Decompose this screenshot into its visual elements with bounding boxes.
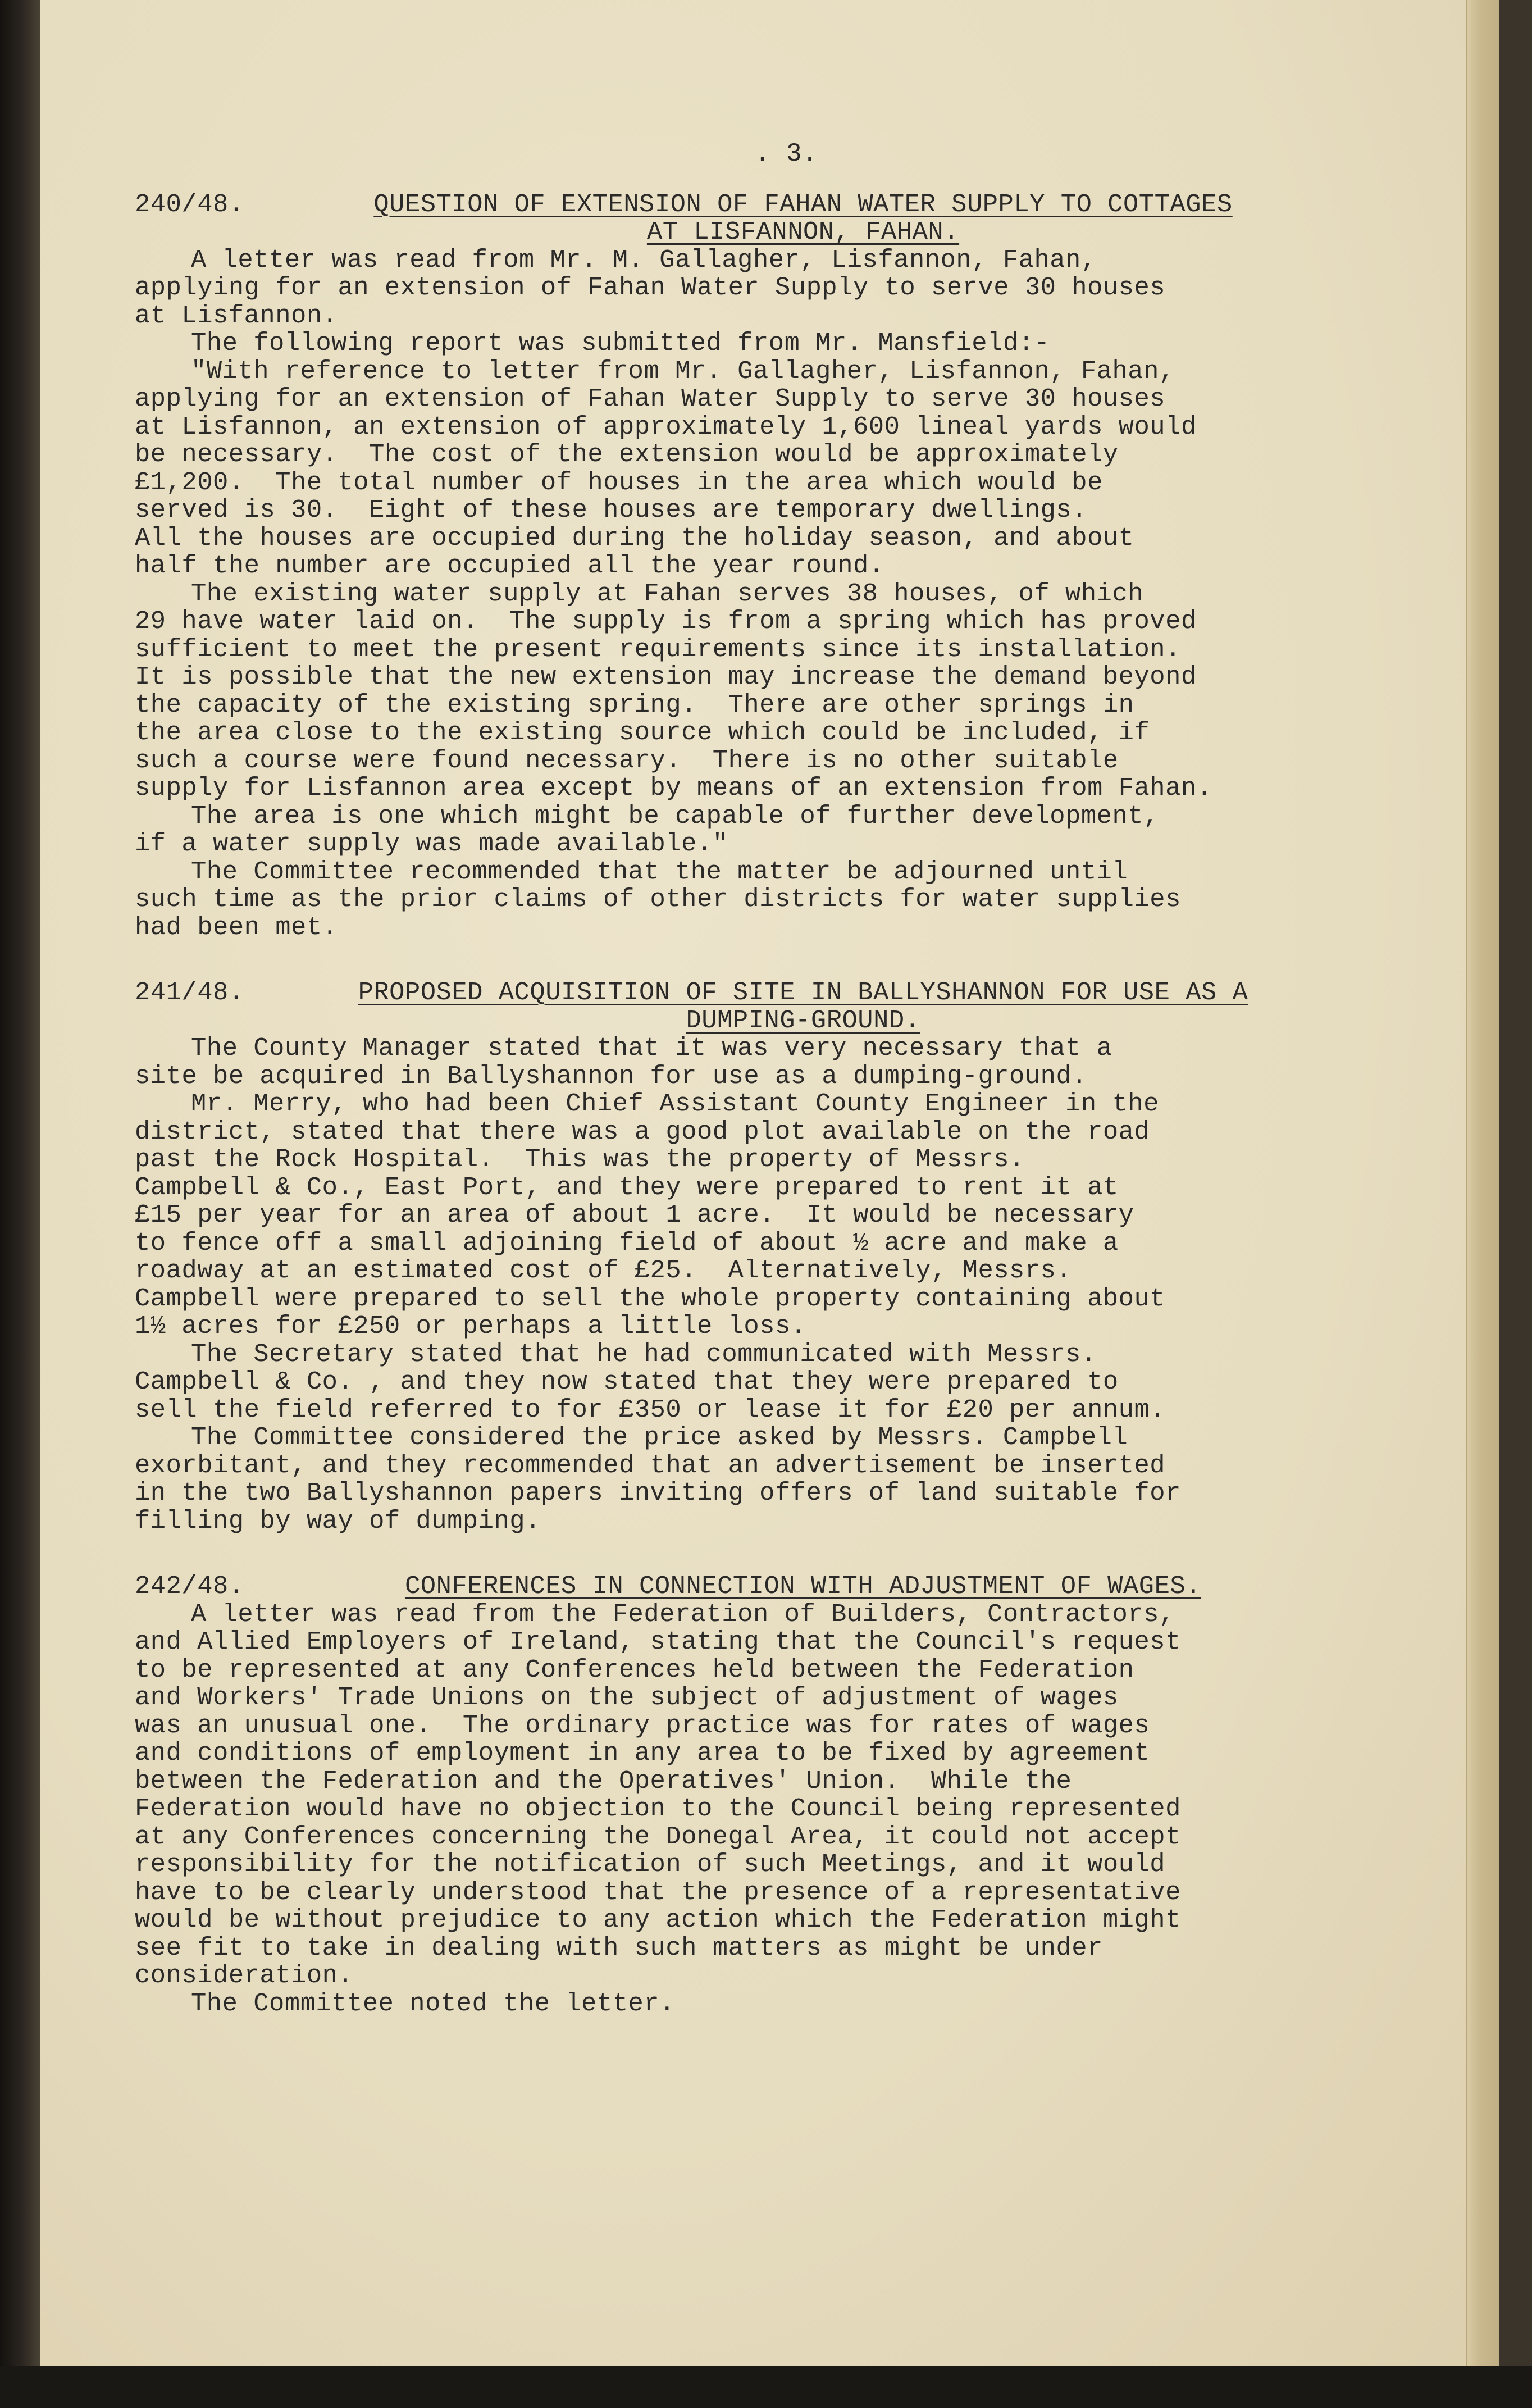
item-heading — [135, 979, 1460, 1035]
body-line: be necessary. The cost of the extension would be approximately — [135, 440, 1119, 469]
page-number: . 3. — [754, 139, 818, 169]
body-line: the area close to the existing source which could be included, if — [135, 718, 1150, 747]
body-line: Federation would have no objection to the Council being represented — [135, 1794, 1181, 1823]
item-body — [135, 1035, 1460, 1535]
body-line: All the houses are occupied during the holiday season, and about — [135, 523, 1134, 553]
body-line: and conditions of employment in any area to be fixed by agreement — [135, 1738, 1150, 1768]
scan-background-bottom — [0, 2366, 1532, 2408]
body-line: The existing water supply at Fahan serves 38 houses, of which — [191, 579, 1144, 608]
body-line: responsibility for the notification of such Meetings, and it would — [135, 1850, 1166, 1879]
item-number: 241/48. — [135, 978, 244, 1007]
body-line: roadway at an estimated cost of £25. Alternatively, Messrs. — [135, 1256, 1072, 1285]
item-title: QUESTION OF EXTENSION OF FAHAN WATER SUPPLY TO COTTAGES AT LISFANNON, FAHAN. — [373, 189, 1233, 247]
body-line: such time as the prior claims of other districts for water supplies — [135, 885, 1181, 914]
body-line: "With reference to letter from Mr. Gallagher, Lisfannon, Fahan, — [191, 356, 1175, 386]
body-line: past the Rock Hospital. This was the property of Messrs. — [135, 1145, 1025, 1174]
body-line: supply for Lisfannon area except by means of an extension from Fahan. — [135, 773, 1212, 803]
document-text — [135, 140, 1460, 2055]
body-line: site be acquired in Ballyshannon for use as a dumping-ground. — [135, 1061, 1088, 1091]
body-line: and Workers' Trade Unions on the subject of adjustment of wages — [135, 1683, 1119, 1712]
body-line: £15 per year for an area of about 1 acre. It would be necessary — [135, 1200, 1134, 1230]
body-line: applying for an extension of Fahan Water Supply to serve 30 houses — [135, 384, 1166, 413]
body-line: Campbell & Co., East Port, and they were prepared to rent it at — [135, 1172, 1119, 1202]
item-body — [135, 1601, 1460, 2018]
body-line: sufficient to meet the present requirements since its installation. — [135, 634, 1181, 664]
body-line: The Committee recommended that the matter be adjourned until — [191, 857, 1128, 886]
body-line: The Committee noted the letter. — [191, 1988, 675, 2018]
body-line: between the Federation and the Operatives' Union. While the — [135, 1766, 1072, 1796]
body-line: A letter was read from the Federation of Builders, Contractors, — [191, 1599, 1175, 1629]
body-line: to fence off a small adjoining field of about ½ acre and make a — [135, 1228, 1119, 1258]
body-line: 1½ acres for £250 or perhaps a little loss. — [135, 1312, 806, 1341]
body-line: served is 30. Eight of these houses are temporary dwellings. — [135, 495, 1088, 525]
item-number: 240/48. — [135, 189, 244, 219]
minute-item-242 — [135, 1573, 1460, 2018]
body-line: A letter was read from Mr. M. Gallagher, Lisfannon, Fahan, — [191, 245, 1097, 275]
body-line: have to be clearly understood that the presence of a representative — [135, 1877, 1181, 1907]
body-line: and Allied Employers of Ireland, stating that the Council's request — [135, 1627, 1181, 1656]
body-line: would be without prejudice to any action which the Federation might — [135, 1905, 1181, 1934]
minute-item-241 — [135, 979, 1460, 1535]
item-number: 242/48. — [135, 1572, 244, 1601]
scan-background-right — [1499, 0, 1532, 2408]
body-line: at Lisfannon, an extension of approximately 1,600 lineal yards would — [135, 412, 1197, 441]
body-line: half the number are occupied all the year round. — [135, 551, 884, 580]
body-line: exorbitant, and they recommended that an advertisement be inserted — [135, 1450, 1166, 1480]
item-title: PROPOSED ACQUISITION OF SITE IN BALLYSHANNON FOR USE AS A DUMPING-GROUND. — [358, 978, 1248, 1035]
body-line: The County Manager stated that it was very necessary that a — [191, 1034, 1112, 1063]
body-line: was an unusual one. The ordinary practice was for rates of wages — [135, 1710, 1150, 1740]
item-heading — [135, 1573, 1460, 1601]
body-line: such a course were found necessary. There is no other suitable — [135, 745, 1119, 775]
book-binding — [0, 0, 40, 2408]
body-line: filling by way of dumping. — [135, 1506, 541, 1536]
body-line: The area is one which might be capable of further development, — [191, 801, 1159, 831]
body-line: The following report was submitted from Mr. Mansfield:- — [191, 329, 1050, 358]
body-line: had been met. — [135, 912, 338, 942]
body-line: Campbell & Co. , and they now stated that they were prepared to — [135, 1367, 1119, 1396]
body-line: 29 have water laid on. The supply is from a spring which has proved — [135, 607, 1197, 636]
minute-item-240 — [135, 191, 1460, 942]
body-line: The Secretary stated that he had communicated with Messrs. — [191, 1339, 1097, 1369]
body-line: consideration. — [135, 1961, 354, 1990]
body-line: The Committee considered the price asked by Messrs. Campbell — [191, 1423, 1128, 1452]
body-line: Campbell were prepared to sell the whole property containing about — [135, 1283, 1166, 1313]
body-line: at any Conferences concerning the Donegal Area, it could not accept — [135, 1822, 1181, 1851]
body-line: in the two Ballyshannon papers inviting offers of land suitable for — [135, 1478, 1181, 1508]
item-heading — [135, 191, 1460, 247]
item-body — [135, 247, 1460, 942]
body-line: at Lisfannon. — [135, 301, 338, 330]
body-line: sell the field referred to for £350 or lease it for £20 per annum. — [135, 1395, 1166, 1424]
body-line: applying for an extension of Fahan Water Supply to serve 30 houses — [135, 273, 1166, 302]
body-line: the capacity of the existing spring. There are other springs in — [135, 690, 1134, 720]
item-title: CONFERENCES IN CONNECTION WITH ADJUSTMENT OF WAGES. — [404, 1572, 1202, 1601]
body-line: £1,200. The total number of houses in the area which would be — [135, 467, 1103, 497]
body-line: Mr. Merry, who had been Chief Assistant County Engineer in the — [191, 1089, 1159, 1118]
body-line: district, stated that there was a good plot available on the road — [135, 1117, 1150, 1146]
body-line: It is possible that the new extension may increase the demand beyond — [135, 662, 1197, 691]
body-line: if a water supply was made available." — [135, 829, 728, 858]
page-edge — [1466, 0, 1501, 2366]
body-line: to be represented at any Conferences held between the Federation — [135, 1655, 1134, 1685]
body-line: see fit to take in dealing with such matters as might be under — [135, 1933, 1103, 1963]
